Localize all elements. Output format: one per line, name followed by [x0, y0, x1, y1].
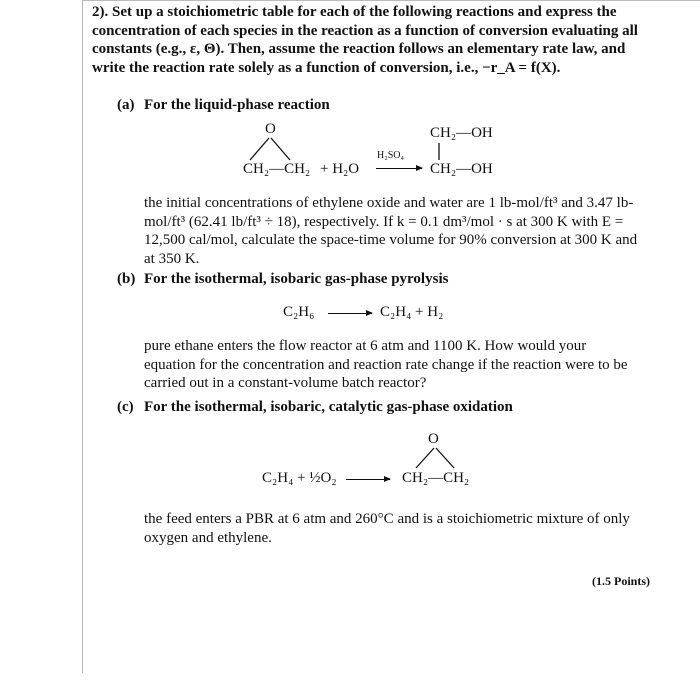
part-b-heading: For the isothermal, isobaric gas-phase pyrolysis — [144, 271, 449, 287]
problem-intro: 2). Set up a stoichiometric table for each of the following reactions and express the concentration of each species in the reaction as a function of conversion evaluating all constants (e.g., ε, Θ). Then, assume the reaction follows an elementary rate law, and write the reaction rate solely as a function of conversion, i.e., −r_A = f(X). — [92, 4, 638, 76]
glycol-top: CH₂—OH — [430, 125, 493, 141]
part-c-text: the feed enters a PBR at 6 atm and 260°C and is a stoichiometric mixture of only oxygen and ethylene. — [144, 511, 630, 546]
epoxide-ring-bonds-c — [410, 447, 460, 469]
ethane: C₂H₆ — [283, 304, 315, 320]
reaction-arrow-a — [376, 168, 422, 169]
epoxide-oxygen-a: O — [265, 121, 276, 137]
epoxide-oxygen-c: O — [428, 431, 439, 447]
part-c-label: (c) — [117, 399, 134, 415]
left-margin-rule — [82, 0, 83, 673]
points-label: (1.5 Points) — [592, 574, 650, 588]
part-b-label: (b) — [117, 271, 136, 287]
water-term: + H₂O — [320, 161, 360, 177]
oxidation-reactants: C₂H₄ + ½O₂ — [262, 470, 337, 486]
ethylene-oxide-a: CH₂—CH₂ — [243, 161, 311, 177]
reaction-arrow-b — [328, 313, 372, 314]
part-a-label: (a) — [117, 97, 135, 113]
reaction-arrow-c — [346, 479, 390, 480]
glycol-bond — [434, 143, 444, 161]
pyrolysis-products: C₂H₄ + H₂ — [380, 304, 444, 320]
ethylene-oxide-c: CH₂—CH₂ — [402, 470, 470, 486]
glycol-bottom: CH₂—OH — [430, 161, 493, 177]
top-rule — [82, 0, 700, 1]
part-a-text: the initial concentrations of ethylene oxide and water are 1 lb-mol/ft³ and 3.47 lb-mol/ft³ (62.41 lb/ft³ ÷ 18), respectively. If k = 0.1 dm³/mol · s at 300 K with E = 12,500 cal/mol, calculate the space-time volume for 90% conversion at 300 K and at 350 K. — [144, 195, 638, 267]
part-b-text: pure ethane enters the flow reactor at 6 atm and 1100 K. How would your equation for the concentration and reaction rate change if the reaction were to be carried out in a constant-volume batch reactor? — [144, 338, 628, 391]
catalyst-label: H₂SO₄ — [377, 150, 404, 161]
epoxide-ring-bonds-a — [245, 137, 295, 162]
part-c-heading: For the isothermal, isobaric, catalytic gas-phase oxidation — [144, 399, 513, 415]
part-a-heading: For the liquid-phase reaction — [144, 97, 330, 113]
